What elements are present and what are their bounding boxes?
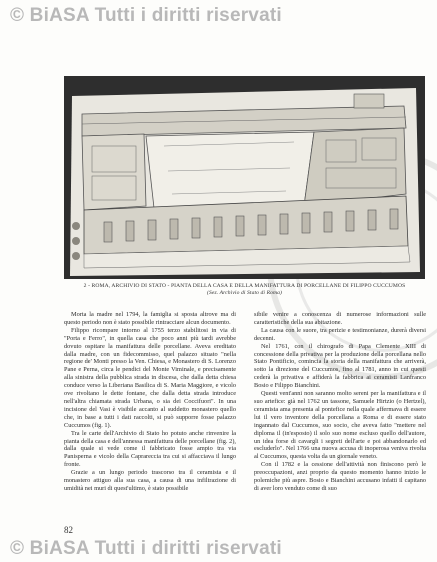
floor-plan-drawing	[64, 76, 425, 279]
watermark-bottom: © BiASA Tutti i diritti riservati	[10, 538, 282, 559]
caption-source: (Sez. Archivio di Stato di Roma)	[207, 290, 282, 296]
paragraph: sibile venire a conoscenza di numerose informazioni sulle caratteristiche della sua abitazione.	[254, 311, 426, 326]
paragraph: Grazie a un lungo periodo trascorso tra il ceramista e il monastero attiguo alla sua casa, a causa di una infiltrazione di umidità nei muri di quest'ultimo, è stato possibile	[64, 469, 236, 492]
paragraph: La causa con le suore, tra perizie e testimonianze, durerà diversi decenni.	[254, 326, 426, 342]
paragraph: Questi vent'anni non saranno molto sereni per la manifattura e il suo artefice: già nel 1762 un tassone, Samuele Hirtzio (o Hertzel), ceramista ama presenta al pontefice nella quale affermava di essere lui il vero inventore della porcellana a Roma e di essere stato ingannato dal Cuccumos, suo socio, che aveva fatto "mettere nel diploma il (in'esposto) il solo suo nome escluso quello dell'autore, un idea forse di cavargli i segreti dell'arte e poi abbandonarlo ed escluderlo". Nel 1766 una nuova accusa di inoperosa veniva rivolta al Cuccumos, questa volta da un giornale veneto.	[254, 390, 426, 461]
caption-title: 2 - ROMA, ARCHIVIO DI STATO - PIANTA DELLA CASA E DELLA MANIFATTURA DI PORCELLANE DI FILIPPO CUCCUMOS	[83, 283, 406, 289]
text-column-left	[64, 311, 236, 493]
figure-plan-image	[64, 76, 425, 279]
paragraph: Nel 1761, con il chirografo di Papa Clemente XIII di concessione della privativa per la produzione della porcellana nello Stato Pontificio, comincia la storia della manifattura che arriverà, sotto la direzione del Cuccumos, fino al 1781, anno in cui questi cederà la privativa e affiderà la fabbrica ai ceramisti Lanfranco Bosio e Filippo Bianchini.	[254, 342, 426, 390]
paragraph: Morta la madre nel 1794, la famiglia si sposta altrove ma di questo periodo non è stato possibile rintracciare alcun documento.	[64, 311, 236, 326]
figure-caption	[64, 283, 425, 297]
page-number: 82	[64, 525, 73, 535]
watermark-top: © BiASA Tutti i diritti riservati	[10, 5, 282, 26]
paragraph: Filippo ricompare intorno al 1755 terzo stabilitosi in via di "Porta e Ferro", in quella casa che poco anni più tardi avrebbe dovuto ospitare la manifattura delle porcellane. Aveva ereditato dalla madre, con un fidecommisso, quel palazzo situato "nella regione de' Monti presso la Ven. Chiesa, e Monastero di S. Lorenzo Pane e Perna, circa le pendici del Monte Viminale, e precisamente alla sinistra della pubblica strada in discesa, che dalla detta chiesa conduce verso la Liberiana Basilica di S. Maria Maggiore, e vicolo ove rivoltano le dette fontane, che dalla detta strada introduce nell'altra chiamata strada Urbana, o sia dei Coccifuori". In una incisione del Vasi è visibile accanto al suddetto monastero quello che, in base a tutti i dati raccolti, si può supporre fosse palazzo Cuccumos (fig. 1).	[64, 326, 236, 429]
paragraph: Con il 1782 e la cessione dell'attività non finiscono però le preoccupazioni, anzi proprio da questo momento hanno inizio le polemiche più aspre. Bosio e Bianchini accusano infatti il capitano di aver loro venduto come di suo	[254, 461, 426, 492]
paragraph: Tra le carte dell'Archivio di Stato ho potuto anche rinvenire la pianta della casa e dell'annessa manifattura delle porcellane (fig. 2), dalla quale si vede come il fabbricato fosse ampio tra via Panisperna e vicolo della Caprareccia tra cui si affacciava il lungo fronte.	[64, 429, 236, 469]
text-column-right	[254, 311, 426, 493]
